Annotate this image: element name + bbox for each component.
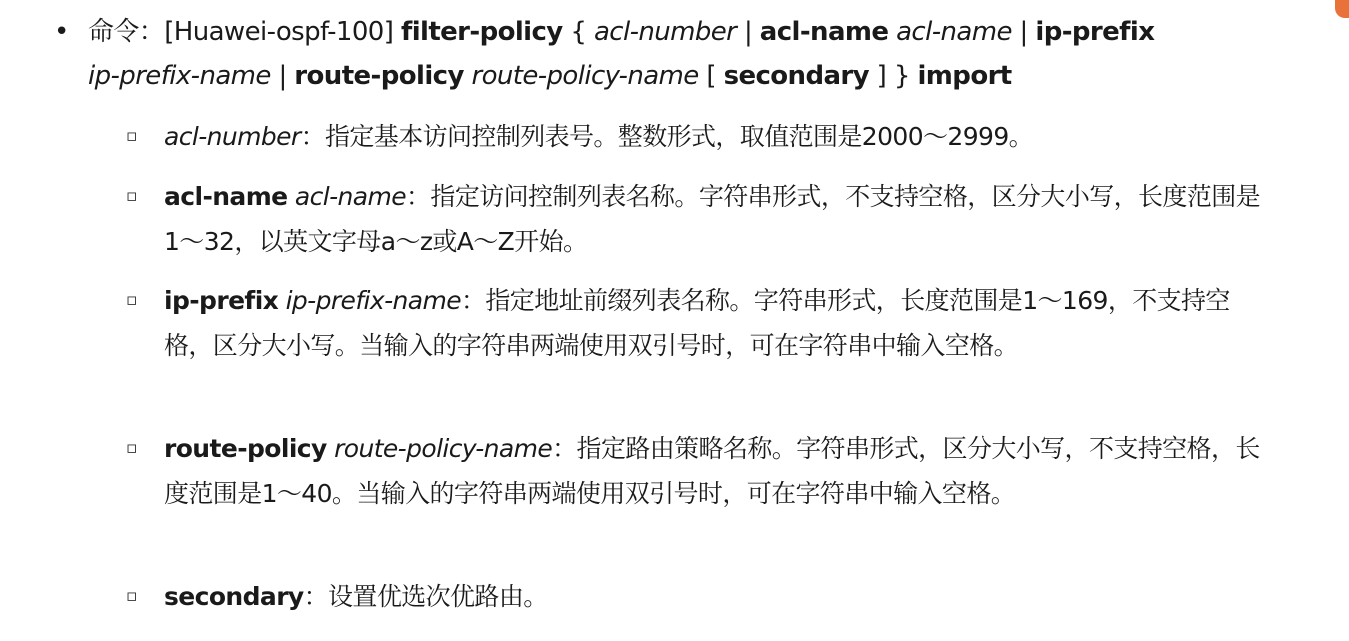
command-syntax-line (54, 10, 1294, 98)
command-view: [Huawei-ospf-100] (164, 17, 394, 47)
bullet-icon: • (54, 17, 69, 47)
corner-decoration (1335, 0, 1349, 18)
param-name-bold: route-policy (164, 434, 327, 463)
separator: | (743, 17, 753, 47)
param-name-bold: ip-prefix (164, 286, 279, 315)
param-name-italic: route-policy-name (334, 434, 553, 463)
param-item-route-policy (126, 426, 1266, 516)
separator: | (1019, 17, 1028, 47)
param-route-policy-name: route-policy-name (471, 61, 699, 91)
param-description: ：设置优选次优路由。 (303, 582, 548, 611)
param-acl-name: acl-name (896, 17, 1012, 47)
param-description-block (164, 174, 1266, 264)
param-name-bold: secondary (164, 582, 304, 611)
param-description-block (164, 574, 1266, 619)
param-name-bold: acl-name (164, 182, 288, 211)
separator: | (278, 61, 287, 91)
square-bullet-icon: ▫ (126, 586, 137, 606)
command-prefix: 命令： (88, 17, 165, 47)
brace-open: { (570, 17, 587, 47)
param-description-block (164, 426, 1266, 516)
square-bullet-icon: ▫ (126, 186, 137, 206)
param-item-secondary (126, 574, 1266, 619)
keyword-secondary: secondary (723, 61, 869, 91)
keyword-filter-policy: filter-policy (400, 17, 563, 47)
brace-close: } (893, 61, 910, 91)
bracket-close: ] (876, 61, 887, 91)
param-item-acl-name (126, 174, 1266, 264)
param-name-italic: acl-name (294, 182, 407, 211)
param-description-block (164, 278, 1266, 368)
param-name-italic: acl-number (164, 122, 301, 151)
square-bullet-icon: ▫ (126, 290, 137, 310)
param-acl-number: acl-number (593, 17, 737, 47)
keyword-import: import (917, 61, 1012, 91)
command-syntax-text (88, 10, 1294, 98)
param-description-block (164, 114, 1266, 159)
param-description: ：指定基本访问控制列表号。整数形式，取值范围是2000～2999。 (300, 122, 1034, 151)
keyword-route-policy: route-policy (294, 61, 464, 91)
bracket-open: [ (706, 61, 716, 91)
param-item-ip-prefix (126, 278, 1266, 368)
square-bullet-icon: ▫ (126, 438, 137, 458)
param-item-acl-number (126, 114, 1266, 159)
keyword-acl-name: acl-name (759, 17, 889, 47)
param-ip-prefix-name: ip-prefix-name (88, 61, 271, 91)
keyword-ip-prefix: ip-prefix (1035, 17, 1155, 47)
param-description: ：指定访问控制列表名称。字符串形式，不支持空格，区分大小写，长度范围是1～32，以英文字母a～z或A～Z开始。 (164, 182, 1261, 256)
param-name-italic: ip-prefix-name (285, 286, 461, 315)
param-description: ：指定地址前缀列表名称。字符串形式，长度范围是1～169，不支持空格，区分大小写。当输入的字符串两端使用双引号时，可在字符串中输入空格。 (164, 286, 1230, 360)
param-description: ：指定路由策略名称。字符串形式，区分大小写，不支持空格，长度范围是1～40。当输入的字符串两端使用双引号时，可在字符串中输入空格。 (164, 434, 1260, 508)
square-bullet-icon: ▫ (126, 126, 137, 146)
